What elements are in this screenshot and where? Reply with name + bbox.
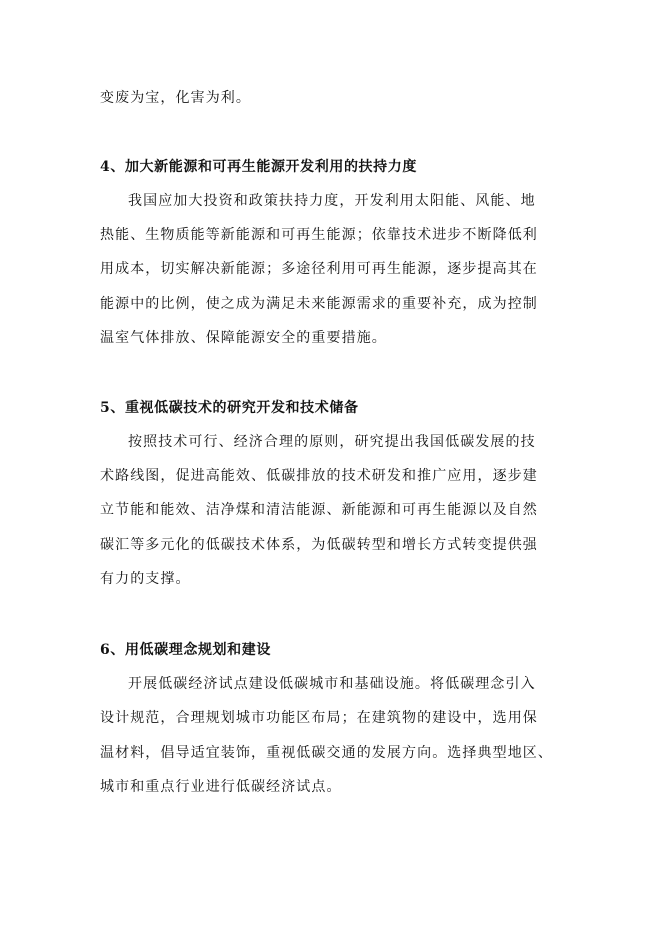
section-4-paragraph-line: 用成本，切实解决新能源；多途径利用可再生能源，逐步提高其在	[100, 261, 538, 277]
section-5-heading: 5、重视低碳技术的研究开发和技术储备	[100, 400, 359, 416]
section-4-heading: 4、加大新能源和可再生能源开发利用的扶持力度	[100, 159, 417, 175]
section-6-paragraph-line: 城市和重点行业进行低碳经济试点。	[100, 779, 342, 795]
section-4-paragraph-line: 温室气体排放、保障能源安全的重要措施。	[100, 330, 387, 346]
section-6-paragraph-line: 温材料，倡导适宜装饰，重视低碳交通的发展方向。选择典型地区、	[100, 745, 553, 761]
section-6-heading: 6、用低碳理念规划和建设	[100, 642, 271, 658]
section-4-paragraph-line: 我国应加大投资和政策扶持力度，开发利用太阳能、风能、地	[128, 193, 536, 209]
section-6-paragraph-line: 设计规范，合理规划城市功能区布局；在建筑物的建设中，选用保	[100, 710, 538, 726]
section-4-paragraph-line: 热能、生物质能等新能源和可再生能源；依靠技术进步不断降低利	[100, 227, 538, 243]
section-5-paragraph-line: 立节能和能效、洁净煤和清洁能源、新能源和可再生能源以及自然	[100, 502, 538, 518]
section-5-paragraph-line: 有力的支撑。	[100, 571, 191, 587]
section-5-paragraph-line: 按照技术可行、经济合理的原则，研究提出我国低碳发展的技	[128, 434, 536, 450]
section-5-paragraph-line: 碳汇等多元化的低碳技术体系，为低碳转型和增长方式转变提供强	[100, 537, 538, 553]
section-5-paragraph-line: 术路线图，促进高能效、低碳排放的技术研发和推广应用，逐步建	[100, 468, 538, 484]
section-6-paragraph-line: 开展低碳经济试点建设低碳城市和基础设施。将低碳理念引入	[128, 676, 536, 692]
section-4-paragraph-line: 能源中的比例，使之成为满足未来能源需求的重要补充，成为控制	[100, 296, 538, 312]
intro-line: 变废为宝，化害为利。	[100, 90, 251, 106]
